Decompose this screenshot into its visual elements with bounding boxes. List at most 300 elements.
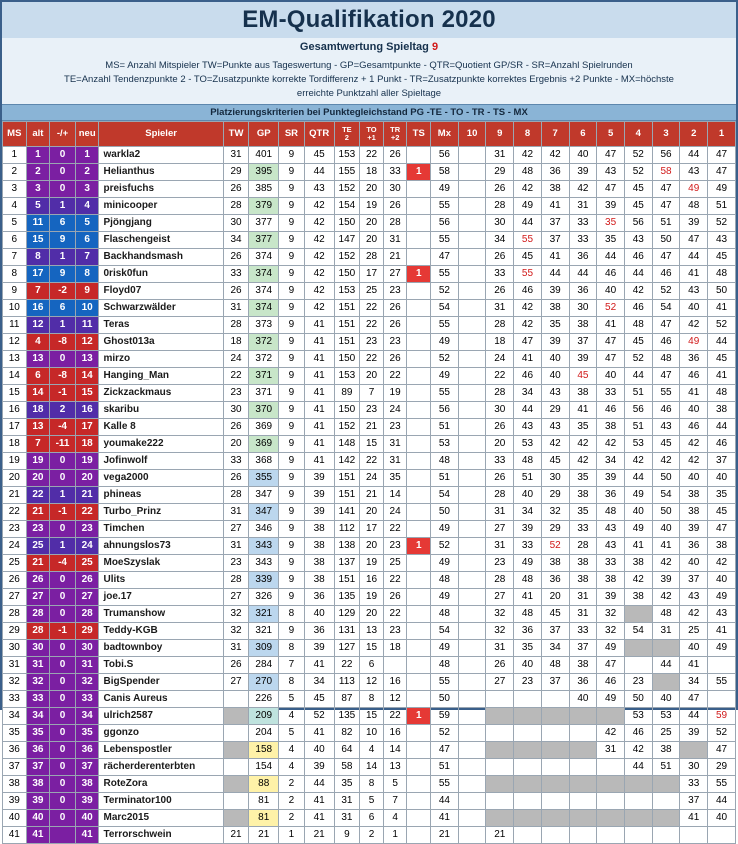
cell-tw: 26 — [223, 657, 249, 674]
cell-matchday-7: 35 — [541, 317, 569, 334]
cell-mx: 44 — [431, 793, 459, 810]
cell-matchday-6: 33 — [569, 623, 597, 640]
cell-matchday-5: 35 — [597, 232, 625, 249]
col-change[interactable]: -/+ — [50, 122, 76, 147]
cell-sr: 9 — [279, 351, 305, 368]
cell-sr: 4 — [279, 759, 305, 776]
cell-matchday-5 — [597, 759, 625, 776]
cell-matchday-5: 47 — [597, 351, 625, 368]
cell-matchday-3: 53 — [652, 708, 680, 725]
col-day-5[interactable]: 5 — [597, 122, 625, 147]
col-day-2[interactable]: 2 — [680, 122, 708, 147]
table-row[interactable] — [3, 470, 736, 487]
cell-gp: 395 — [249, 164, 279, 181]
cell-ms: 12 — [3, 334, 27, 351]
cell-matchday-4: 46 — [624, 249, 652, 266]
table-row[interactable] — [3, 674, 736, 691]
table-row[interactable] — [3, 640, 736, 657]
cell-ts — [407, 504, 431, 521]
cell-qtr: 41 — [304, 810, 334, 827]
cell-ms: 35 — [3, 725, 27, 742]
cell-to: 19 — [360, 198, 384, 215]
cell-tw: 27 — [223, 674, 249, 691]
col-day-3[interactable]: 3 — [652, 122, 680, 147]
cell-matchday-9: 27 — [486, 521, 514, 538]
cell-matchday-10 — [458, 317, 486, 334]
cell-change: 0 — [50, 657, 76, 674]
cell-matchday-7: 40 — [541, 351, 569, 368]
cell-te: 151 — [334, 572, 360, 589]
col-day-7[interactable]: 7 — [541, 122, 569, 147]
cell-mx: 54 — [431, 623, 459, 640]
cell-ms: 33 — [3, 691, 27, 708]
cell-player-name: Pjöngjang — [99, 215, 223, 232]
cell-player-name: phineas — [99, 487, 223, 504]
cell-matchday-5: 39 — [597, 198, 625, 215]
table-row[interactable] — [3, 827, 736, 844]
cell-tw: 34 — [223, 232, 249, 249]
table-row[interactable] — [3, 589, 736, 606]
cell-matchday-1: 29 — [708, 759, 736, 776]
cell-qtr: 40 — [304, 606, 334, 623]
col-day-6[interactable]: 6 — [569, 122, 597, 147]
cell-matchday-5: 31 — [597, 742, 625, 759]
cell-matchday-6: 40 — [569, 147, 597, 164]
cell-qtr: 41 — [304, 368, 334, 385]
cell-neu: 16 — [75, 402, 99, 419]
cell-to: 25 — [360, 283, 384, 300]
cell-matchday-9 — [486, 691, 514, 708]
cell-tw: 32 — [223, 606, 249, 623]
table-row[interactable] — [3, 725, 736, 742]
cell-player-name: mirzo — [99, 351, 223, 368]
cell-matchday-4: 52 — [624, 351, 652, 368]
cell-matchday-4: 41 — [624, 538, 652, 555]
cell-qtr: 43 — [304, 181, 334, 198]
cell-to: 22 — [360, 300, 384, 317]
cell-ms: 5 — [3, 215, 27, 232]
cell-ts — [407, 810, 431, 827]
col-qtr[interactable]: QTR — [304, 122, 334, 147]
cell-matchday-7: 42 — [541, 436, 569, 453]
table-row[interactable] — [3, 504, 736, 521]
cell-to: 8 — [360, 691, 384, 708]
table-row[interactable] — [3, 249, 736, 266]
cell-matchday-7: 39 — [541, 283, 569, 300]
cell-matchday-10 — [458, 402, 486, 419]
col-neu[interactable]: neu — [75, 122, 99, 147]
table-row[interactable] — [3, 385, 736, 402]
cell-ms: 21 — [3, 487, 27, 504]
cell-tw: 30 — [223, 402, 249, 419]
cell-change: 2 — [50, 402, 76, 419]
cell-matchday-2: 42 — [680, 453, 708, 470]
cell-matchday-6: 42 — [569, 436, 597, 453]
cell-neu: 17 — [75, 419, 99, 436]
cell-qtr: 39 — [304, 640, 334, 657]
cell-alt: 13 — [26, 351, 50, 368]
cell-matchday-9: 27 — [486, 589, 514, 606]
table-row[interactable] — [3, 164, 736, 181]
cell-matchday-10 — [458, 504, 486, 521]
cell-tr: 4 — [383, 810, 407, 827]
cell-sr: 9 — [279, 232, 305, 249]
cell-matchday-1: 44 — [708, 334, 736, 351]
cell-neu: 19 — [75, 453, 99, 470]
cell-mx: 52 — [431, 283, 459, 300]
cell-alt: 12 — [26, 317, 50, 334]
standings-table — [2, 121, 736, 844]
table-row[interactable] — [3, 300, 736, 317]
cell-neu: 24 — [75, 538, 99, 555]
cell-matchday-3: 40 — [652, 521, 680, 538]
cell-tr: 23 — [383, 623, 407, 640]
cell-tr: 5 — [383, 776, 407, 793]
cell-matchday-3: 46 — [652, 266, 680, 283]
cell-matchday-9 — [486, 742, 514, 759]
cell-matchday-8: 33 — [514, 538, 542, 555]
cell-sr: 9 — [279, 300, 305, 317]
cell-matchday-3: 54 — [652, 300, 680, 317]
col-to[interactable]: TO +1 — [360, 122, 384, 147]
cell-matchday-1 — [708, 691, 736, 708]
cell-matchday-2: 40 — [680, 470, 708, 487]
cell-matchday-8: 55 — [514, 232, 542, 249]
cell-neu: 7 — [75, 249, 99, 266]
cell-gp: 373 — [249, 317, 279, 334]
cell-change: 0 — [50, 572, 76, 589]
cell-matchday-6: 39 — [569, 164, 597, 181]
cell-change: 0 — [50, 521, 76, 538]
col-day-1[interactable]: 1 — [708, 122, 736, 147]
table-row[interactable] — [3, 419, 736, 436]
cell-player-name: MoeSzyslak — [99, 555, 223, 572]
col-ms[interactable]: MS — [3, 122, 27, 147]
col-day-10[interactable]: 10 — [458, 122, 486, 147]
table-row[interactable] — [3, 691, 736, 708]
cell-matchday-7: 38 — [541, 555, 569, 572]
cell-tr: 23 — [383, 538, 407, 555]
cell-matchday-9: 26 — [486, 181, 514, 198]
cell-matchday-6: 38 — [569, 572, 597, 589]
cell-tw: 33 — [223, 266, 249, 283]
cell-matchday-10 — [458, 215, 486, 232]
col-player[interactable]: Spieler — [99, 122, 223, 147]
cell-neu: 15 — [75, 385, 99, 402]
cell-player-name: youmake222 — [99, 436, 223, 453]
cell-alt: 7 — [26, 436, 50, 453]
cell-te: 150 — [334, 351, 360, 368]
table-row[interactable] — [3, 368, 736, 385]
table-row[interactable] — [3, 351, 736, 368]
cell-ts — [407, 436, 431, 453]
cell-change: 0 — [50, 742, 76, 759]
cell-matchday-3: 52 — [652, 283, 680, 300]
table-row[interactable] — [3, 181, 736, 198]
cell-sr: 9 — [279, 215, 305, 232]
cell-matchday-10 — [458, 708, 486, 725]
cell-alt: 34 — [26, 708, 50, 725]
cell-mx: 48 — [431, 572, 459, 589]
cell-matchday-9: 31 — [486, 300, 514, 317]
cell-gp: 347 — [249, 504, 279, 521]
cell-matchday-5: 38 — [597, 572, 625, 589]
cell-matchday-1: 37 — [708, 453, 736, 470]
criteria-bar: Platzierungskriterien bei Punktegleichstand PG -TE - TO - TR - TS - MX — [2, 104, 736, 121]
table-row[interactable] — [3, 232, 736, 249]
cell-mx: 49 — [431, 555, 459, 572]
col-te[interactable]: TE 2 — [334, 122, 360, 147]
cell-mx: 55 — [431, 674, 459, 691]
cell-matchday-5: 44 — [597, 249, 625, 266]
cell-matchday-8: 49 — [514, 198, 542, 215]
cell-change: -2 — [50, 283, 76, 300]
cell-te: 151 — [334, 334, 360, 351]
table-row[interactable] — [3, 402, 736, 419]
cell-matchday-10 — [458, 351, 486, 368]
cell-te: 9 — [334, 827, 360, 844]
cell-sr: 9 — [279, 164, 305, 181]
cell-neu: 27 — [75, 589, 99, 606]
table-row[interactable] — [3, 198, 736, 215]
cell-sr: 7 — [279, 657, 305, 674]
table-row[interactable] — [3, 742, 736, 759]
cell-tw: 26 — [223, 470, 249, 487]
cell-qtr: 34 — [304, 674, 334, 691]
cell-matchday-1: 41 — [708, 300, 736, 317]
cell-neu: 36 — [75, 742, 99, 759]
cell-sr: 8 — [279, 606, 305, 623]
cell-matchday-3 — [652, 640, 680, 657]
cell-mx: 48 — [431, 657, 459, 674]
cell-qtr: 38 — [304, 538, 334, 555]
table-row[interactable] — [3, 538, 736, 555]
cell-tw: 33 — [223, 453, 249, 470]
cell-change: 0 — [50, 776, 76, 793]
cell-matchday-4: 45 — [624, 198, 652, 215]
cell-sr: 9 — [279, 589, 305, 606]
cell-matchday-6 — [569, 827, 597, 844]
cell-matchday-2: 49 — [680, 181, 708, 198]
legend-line-3: erreichte Punktzahl aller Spieltage — [296, 87, 442, 99]
cell-matchday-8 — [514, 691, 542, 708]
cell-sr: 9 — [279, 555, 305, 572]
cell-mx: 41 — [431, 810, 459, 827]
cell-alt: 28 — [26, 606, 50, 623]
cell-ms: 20 — [3, 470, 27, 487]
cell-matchday-5: 47 — [597, 657, 625, 674]
cell-matchday-3: 39 — [652, 572, 680, 589]
col-day-9[interactable]: 9 — [486, 122, 514, 147]
table-row[interactable] — [3, 283, 736, 300]
cell-ts — [407, 691, 431, 708]
cell-player-name: Tobi.S — [99, 657, 223, 674]
cell-change: 0 — [50, 453, 76, 470]
col-day-8[interactable]: 8 — [514, 122, 542, 147]
cell-tw: 26 — [223, 181, 249, 198]
cell-tr: 21 — [383, 249, 407, 266]
cell-matchday-4: 44 — [624, 759, 652, 776]
cell-tr: 22 — [383, 606, 407, 623]
table-row[interactable] — [3, 521, 736, 538]
cell-change: 6 — [50, 300, 76, 317]
cell-sr: 9 — [279, 453, 305, 470]
cell-matchday-10 — [458, 793, 486, 810]
col-sr[interactable]: SR — [279, 122, 305, 147]
cell-player-name: Lebenspostler — [99, 742, 223, 759]
cell-matchday-5: 38 — [597, 419, 625, 436]
cell-matchday-10 — [458, 606, 486, 623]
table-row[interactable] — [3, 810, 736, 827]
cell-matchday-10 — [458, 266, 486, 283]
cell-matchday-4: 38 — [624, 555, 652, 572]
cell-matchday-6: 35 — [569, 504, 597, 521]
cell-matchday-8: 51 — [514, 470, 542, 487]
cell-player-name: Turbo_Prinz — [99, 504, 223, 521]
cell-matchday-6: 42 — [569, 453, 597, 470]
cell-tr: 23 — [383, 419, 407, 436]
cell-mx: 51 — [431, 759, 459, 776]
table-row[interactable] — [3, 453, 736, 470]
cell-alt: 35 — [26, 725, 50, 742]
cell-mx: 49 — [431, 521, 459, 538]
table-row[interactable] — [3, 606, 736, 623]
cell-matchday-9: 28 — [486, 198, 514, 215]
col-gp[interactable]: GP — [249, 122, 279, 147]
cell-ms: 11 — [3, 317, 27, 334]
cell-matchday-2: 46 — [680, 419, 708, 436]
table-row[interactable] — [3, 776, 736, 793]
cell-tw: 31 — [223, 538, 249, 555]
table-row[interactable] — [3, 436, 736, 453]
cell-player-name: Teras — [99, 317, 223, 334]
cell-change: -11 — [50, 436, 76, 453]
cell-matchday-1: 44 — [708, 793, 736, 810]
page-title: EM-Qualifikation 2020 — [2, 2, 736, 38]
cell-matchday-5: 40 — [597, 368, 625, 385]
cell-matchday-7 — [541, 827, 569, 844]
cell-neu: 12 — [75, 334, 99, 351]
cell-matchday-8: 34 — [514, 504, 542, 521]
cell-matchday-9: 20 — [486, 436, 514, 453]
cell-neu: 39 — [75, 793, 99, 810]
cell-matchday-7: 20 — [541, 589, 569, 606]
cell-matchday-6 — [569, 759, 597, 776]
cell-matchday-6: 38 — [569, 317, 597, 334]
cell-qtr: 42 — [304, 198, 334, 215]
cell-mx: 49 — [431, 589, 459, 606]
table-row[interactable] — [3, 623, 736, 640]
cell-change: 0 — [50, 181, 76, 198]
cell-matchday-5: 49 — [597, 640, 625, 657]
cell-te: 87 — [334, 691, 360, 708]
cell-matchday-9: 24 — [486, 351, 514, 368]
table-row[interactable] — [3, 215, 736, 232]
cell-neu: 11 — [75, 317, 99, 334]
cell-player-name: BigSpender — [99, 674, 223, 691]
cell-matchday-7 — [541, 793, 569, 810]
cell-matchday-1: 52 — [708, 215, 736, 232]
cell-player-name: Schwarzwälder — [99, 300, 223, 317]
cell-mx: 50 — [431, 691, 459, 708]
cell-tr: 28 — [383, 215, 407, 232]
cell-matchday-1: 50 — [708, 283, 736, 300]
cell-matchday-3: 25 — [652, 725, 680, 742]
col-ts[interactable]: TS — [407, 122, 431, 147]
cell-matchday-9: 31 — [486, 640, 514, 657]
cell-player-name: vega2000 — [99, 470, 223, 487]
cell-to: 20 — [360, 504, 384, 521]
cell-matchday-6: 33 — [569, 215, 597, 232]
table-row[interactable] — [3, 147, 736, 164]
cell-sr: 9 — [279, 266, 305, 283]
cell-alt: 15 — [26, 232, 50, 249]
cell-ts — [407, 555, 431, 572]
table-row[interactable] — [3, 793, 736, 810]
cell-to: 28 — [360, 249, 384, 266]
cell-matchday-8: 42 — [514, 317, 542, 334]
cell-change: -4 — [50, 555, 76, 572]
cell-neu: 25 — [75, 555, 99, 572]
col-mx[interactable]: Mx — [431, 122, 459, 147]
table-row[interactable] — [3, 555, 736, 572]
cell-tw: 24 — [223, 351, 249, 368]
cell-alt: 6 — [26, 368, 50, 385]
cell-matchday-3: 50 — [652, 470, 680, 487]
cell-tw — [223, 776, 249, 793]
cell-matchday-4 — [624, 640, 652, 657]
col-tw[interactable]: TW — [223, 122, 249, 147]
table-row[interactable] — [3, 657, 736, 674]
table-row[interactable] — [3, 317, 736, 334]
table-row[interactable] — [3, 266, 736, 283]
table-row[interactable] — [3, 572, 736, 589]
cell-tr: 26 — [383, 317, 407, 334]
table-row[interactable] — [3, 334, 736, 351]
cell-sr: 9 — [279, 368, 305, 385]
cell-matchday-1: 55 — [708, 674, 736, 691]
table-row[interactable] — [3, 487, 736, 504]
cell-neu: 38 — [75, 776, 99, 793]
col-day-4[interactable]: 4 — [624, 122, 652, 147]
cell-matchday-8: 48 — [514, 453, 542, 470]
cell-tr: 33 — [383, 164, 407, 181]
cell-gp: 88 — [249, 776, 279, 793]
cell-qtr: 39 — [304, 487, 334, 504]
cell-matchday-3: 54 — [652, 487, 680, 504]
table-row[interactable] — [3, 708, 736, 725]
cell-gp: 343 — [249, 538, 279, 555]
cell-ts — [407, 198, 431, 215]
cell-change: 1 — [50, 538, 76, 555]
cell-matchday-8: 53 — [514, 436, 542, 453]
cell-matchday-5: 47 — [597, 334, 625, 351]
cell-tr: 22 — [383, 368, 407, 385]
cell-alt: 8 — [26, 249, 50, 266]
table-row[interactable] — [3, 759, 736, 776]
cell-to: 10 — [360, 725, 384, 742]
cell-matchday-1: 45 — [708, 249, 736, 266]
col-alt[interactable]: alt — [26, 122, 50, 147]
cell-matchday-3: 55 — [652, 385, 680, 402]
cell-te: 148 — [334, 436, 360, 453]
cell-ms: 22 — [3, 504, 27, 521]
cell-te: 153 — [334, 283, 360, 300]
cell-to: 17 — [360, 521, 384, 538]
col-tr[interactable]: TR +2 — [383, 122, 407, 147]
cell-player-name: minicooper — [99, 198, 223, 215]
cell-matchday-9: 21 — [486, 827, 514, 844]
